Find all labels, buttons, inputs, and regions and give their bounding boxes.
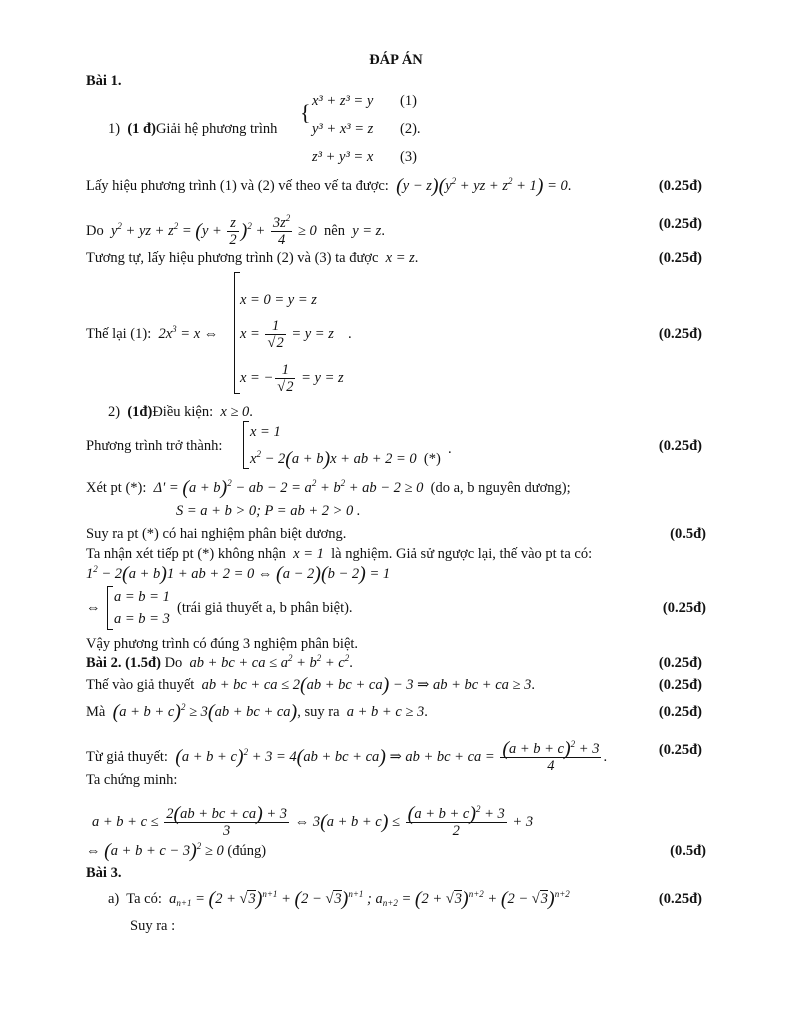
q2-text: Điều kiện: (152, 404, 214, 420)
score-3: (0.25đ) (658, 250, 702, 266)
bai2-points: (1.5đ) (125, 655, 161, 671)
bai3-heading: Bài 3. (86, 865, 122, 881)
q1-text: Giải hệ phương trình (155, 121, 278, 137)
score-2: (0.25đ) (658, 216, 702, 232)
bai2-line-3: Mà $(a + b + c)^2 \ge 3(ab$ + bc + ca), suy ra a + b + c ≥ 3. (86, 701, 428, 723)
pt-case-2: $x^2 - 2(a + b)x$ + ab + 2 = 0 (*) (250, 448, 441, 470)
score-4: (0.25đ) (658, 326, 702, 342)
q2-label: 2) (108, 404, 121, 420)
bai2-line-1: Bài 2. (1.5đ) Do ab + bc + ca ≤ $a^2 + b^2 + c^2$. (86, 653, 353, 671)
bai2-heading: Bài 2. (86, 655, 122, 671)
score-12: (0.5đ) (670, 843, 706, 859)
ta-co-text: Ta có: (126, 891, 162, 907)
nhan-xet-text-b: là nghiệm. Giả sử ngược lại, thế vào pt ta có: (331, 546, 593, 562)
bai2-line-4: Từ giả thuyết: $(a + b + c)^2 + 3 = 4(ab$ + bc + ca) ⇒ ab + bc + ca = $\frac{(a + b + c)^2 + 3}{4}$ . (86, 738, 608, 774)
sys-tag-1: (1) (400, 93, 417, 109)
pt-bracket (243, 421, 244, 469)
q2-points: (1đ) (127, 404, 153, 420)
q1-points: (1 đ) (127, 121, 156, 137)
q1-label: 1) (108, 121, 121, 137)
score-8: (0.25đ) (658, 655, 702, 671)
line-vay: Vậy phương trình có đúng 3 nghiệm phân biệt. (86, 636, 359, 652)
suy-ra-label: Suy ra : (130, 918, 176, 934)
system-brace: { (300, 100, 311, 125)
bai1-q2: 2) (1đ)Điều kiện: x ≥ 0. (108, 404, 253, 420)
nen-text: nên (324, 222, 345, 239)
the-lai-text: Thế lại (1): (86, 326, 152, 342)
score-13: (0.25đ) (658, 891, 702, 907)
do-ab-text: (do a, b nguyên dương); (430, 480, 571, 496)
ab-case-2: a = b = 3 (114, 611, 170, 627)
score-11: (0.25đ) (658, 742, 702, 758)
score-10: (0.25đ) (658, 704, 702, 720)
score-7: (0.25đ) (662, 600, 706, 616)
score-1: (0.25đ) (658, 178, 702, 194)
pt-period: . (448, 441, 452, 457)
ma-text: Mà (86, 704, 106, 720)
sp-line: S = a + b > 0; P = ab + 2 > 0 . (176, 503, 361, 519)
bai2-line-2: Thế vào giả thuyết ab + bc + ca ≤ 2(ab + bc + ca) − 3 ⇒ ab + bc + ca ≥ 3. (86, 674, 535, 696)
iff-symbol: ⇔ (86, 600, 101, 616)
suy-ra-text: , suy ra (297, 704, 340, 720)
ab-case-1: a = b = 1 (114, 589, 170, 605)
score-5: (0.25đ) (658, 438, 702, 454)
page-title: ĐÁP ÁN (369, 52, 423, 68)
trai-gia-thuyet: (trái giả thuyết a, b phân biệt). (177, 600, 353, 616)
score-9: (0.25đ) (658, 677, 702, 693)
sys-eq-2: y³ + x³ = z (312, 121, 374, 137)
sol-1: x = 0 = y = z (240, 292, 317, 308)
sys-tag-3: (3) (400, 149, 417, 165)
line-pt-tro-thanh (86, 437, 222, 455)
bai2-do-text: Do (164, 655, 183, 671)
the-vao-text: Thế vào giả thuyết (86, 677, 195, 693)
sol-2: x = $\frac{1}{√2}$ = y = z . (240, 318, 352, 351)
line-substitute: $1^2 - 2(a + b)1$ + ab + 2 = 0 ⇔ (a − 2)(b − 2) = 1 (86, 563, 391, 585)
dung-text: (đúng) (227, 843, 267, 859)
ab-bracket (107, 586, 108, 630)
line-the-lai: Thế lại (1): $2x^3 = x$ ⇔ (86, 324, 219, 342)
tu-gia-thuyet-text: Từ giả thuyết: (86, 748, 168, 765)
score-6: (0.5đ) (670, 526, 706, 542)
sys-tag-2: (2). (400, 121, 421, 137)
bai2-line-7: ⇔ $(a + b + c - 3)^2 \ge 0$ (đúng) (86, 840, 267, 862)
sys-eq-1: x³ + z³ = y (312, 93, 374, 109)
line-hieu-1-2: Lấy hiệu phương trình (1) và (2) vế theo vế ta được: $(y - z)(y^2$ + yz + $z^2 + 1) = 0$. (86, 175, 572, 197)
line-nhan-xet: Ta nhận xét tiếp pt (*) không nhận x = 1 là nghiệm. Giả sử ngược lại, thế vào pt ta có: (86, 546, 593, 562)
bai3-a-label: a) (108, 891, 120, 907)
solution-bracket (234, 272, 235, 394)
pt-tro-thanh-text: Phương trình trở thành: (86, 438, 223, 454)
line-xet-pt: Xét pt (*): $\Delta' = (a + b)^2$ − ab − $2 = a^2 + b^2$ + ab − 2 ≥ 0 (do a, b nguyên dương); (86, 477, 571, 499)
sol-3: x = − $\frac{1}{√2}$ = y = z (240, 362, 344, 395)
nhan-xet-text-a: Ta nhận xét tiếp pt (*) không nhận (86, 546, 286, 562)
bai1-heading: Bài 1. (86, 73, 122, 89)
line-suy-ra: Suy ra pt (*) có hai nghiệm phân biệt dương. (86, 526, 347, 542)
bai1-q1 (108, 120, 277, 138)
line-tuong-tu: Tương tự, lấy hiệu phương trình (2) và (3) ta được x = z. (86, 250, 419, 266)
hieu-formula: $(y - z)(y^2$ + yz + $z^2 + 1) = 0$ (396, 175, 568, 197)
xet-pt-text: Xét pt (*): (86, 480, 147, 496)
hieu-text: Lấy hiệu phương trình (1) và (2) vế theo vế ta được: (86, 178, 389, 194)
bai3-a-line: a) Ta có: $a_{n+1} = (2 + √3)^{n+1} + (2 - √3)^{n+1}$ ; $a_{n+2} = (2 + √3)^{n+2} + (2 - √3)^{n+2}$ (108, 888, 570, 910)
sys-eq-3: z³ + y³ = x (312, 149, 374, 165)
ta-chung-minh: Ta chứng minh: (86, 772, 178, 788)
do-text: Do (86, 222, 104, 239)
bai2-inequality: a + b + c ≤ $\frac{2(ab + bc + ca) + 3}{3}$ ⇔ 3(a + b + c) ≤ $\frac{(a + b + c)^2 + 3}{2}$ + 3 (92, 803, 534, 839)
pt-case-1: x = 1 (250, 424, 281, 440)
tuong-tu-text: Tương tự, lấy hiệu phương trình (2) và (3) ta được (86, 250, 379, 266)
line-do: Do $y^2$ + yz + $z^2 = (y$ + $\frac{z}{2}$ )$^2$ + $\frac{3z^2}{4}$ ≥ 0 nên y = z. (86, 213, 385, 248)
